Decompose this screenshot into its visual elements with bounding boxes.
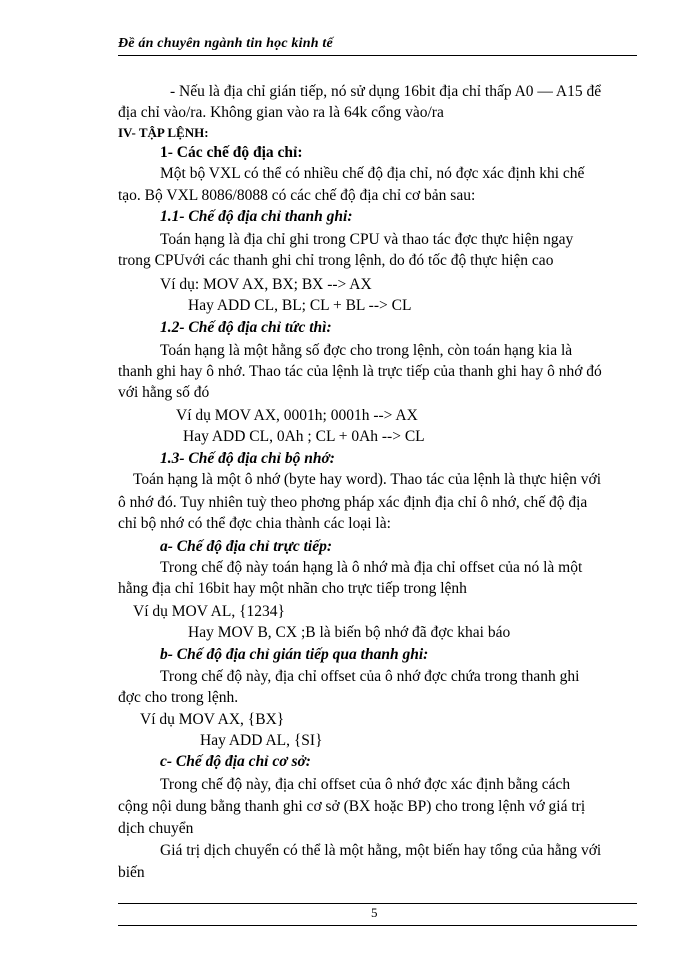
subsection-heading: 1.1- Chế độ địa chỉ thanh ghi: — [160, 208, 353, 225]
subsection-heading: 1.2- Chế độ địa chỉ tức thì: — [160, 319, 332, 336]
text-line: Trong chế độ này, địa chỉ offset của ô nhớ đợc chứa trong thanh ghi — [160, 668, 580, 685]
subsection-heading: b- Chế độ địa chỉ gián tiếp qua thanh ghi: — [160, 646, 429, 663]
page-number: 5 — [371, 905, 378, 920]
code-example: Ví dụ: MOV AX, BX; BX --> AX — [160, 276, 372, 293]
footer-bottom-divider — [118, 925, 637, 926]
code-example: Hay ADD CL, 0Ah ; CL + 0Ah --> CL — [183, 428, 425, 445]
text-line: hằng địa chỉ 16bit hay một nhãn cho trực tiếp trong lệnh — [118, 580, 467, 597]
text-line: dịch chuyển — [118, 820, 194, 837]
text-line: Trong chế độ này toán hạng là ô nhớ mà địa chỉ offset của nó là một — [160, 559, 583, 576]
text-line: Toán hạng là địa chỉ ghi trong CPU và thao tác đợc thực hiện ngay — [160, 231, 574, 248]
text-line: trong CPUvới các thanh ghi chỉ trong lệnh, do đó tốc độ thực hiện cao — [118, 252, 554, 269]
text-line: Toán hạng là một hằng số đợc cho trong lệnh, còn toán hạng kia là — [160, 342, 573, 359]
code-example: Ví dụ MOV AL, {1234} — [133, 603, 285, 620]
text-line: Trong chế độ này, địa chỉ offset của ô nhớ đợc xác định bằng cách — [160, 776, 571, 793]
page-header: Đề án chuyên ngành tin học kinh tế — [118, 36, 333, 51]
subsection-heading: 1- Các chế độ địa chỉ: — [160, 144, 303, 161]
code-example: Hay ADD AL, {SI} — [200, 732, 323, 749]
section-heading: IV- TẬP LỆNH: — [118, 125, 209, 140]
text-line: ô nhớ đó. Tuy nhiên tuỳ theo phơng pháp xác định địa chỉ ô nhớ, chế độ địa — [118, 494, 588, 511]
code-example: Ví dụ MOV AX, 0001h; 0001h --> AX — [176, 407, 418, 424]
code-example: Hay ADD CL, BL; CL + BL --> CL — [188, 297, 412, 314]
subsection-heading: c- Chế độ địa chỉ cơ sở: — [160, 753, 311, 770]
footer-divider — [118, 903, 637, 904]
text-line: Một bộ VXL có thể có nhiều chế độ địa chỉ, nó đợc xác định khi chế — [160, 165, 585, 182]
text-line: địa chỉ vào/ra. Không gian vào ra là 64k cổng vào/ra — [118, 104, 444, 121]
text-line: tạo. Bộ VXL 8086/8088 có các chế độ địa chỉ cơ bản sau: — [118, 187, 476, 204]
text-line: với hằng số đó — [118, 384, 210, 401]
text-line: Giá trị dịch chuyển có thể là một hằng, một biến hay tổng của hằng với — [160, 842, 602, 859]
text-line: chỉ bộ nhớ có thể đợc chia thành các loại là: — [118, 515, 391, 532]
text-line: biến — [118, 864, 145, 881]
subsection-heading: 1.3- Chế độ địa chỉ bộ nhớ: — [160, 450, 335, 467]
text-line: cộng nội dung bằng thanh ghi cơ sở (BX hoặc BP) cho trong lệnh vớ giá trị — [118, 798, 586, 815]
text-line: thanh ghi hay ô nhớ. Thao tác của lệnh là trực tiếp của thanh ghi hay ô nhớ đó — [118, 363, 602, 380]
text-line: - Nếu là địa chỉ gián tiếp, nó sử dụng 16bit địa chỉ thấp A0 — A15 để — [170, 83, 602, 100]
text-line: Toán hạng là một ô nhớ (byte hay word). Thao tác của lệnh là thực hiện với — [133, 471, 602, 488]
code-example: Hay MOV B, CX ;B là biến bộ nhớ đã đợc khai báo — [188, 624, 511, 641]
text-line: đợc cho trong lệnh. — [118, 689, 239, 706]
code-example: Ví dụ MOV AX, {BX} — [140, 711, 285, 728]
subsection-heading: a- Chế độ địa chỉ trực tiếp: — [160, 538, 333, 555]
header-divider — [118, 55, 637, 56]
